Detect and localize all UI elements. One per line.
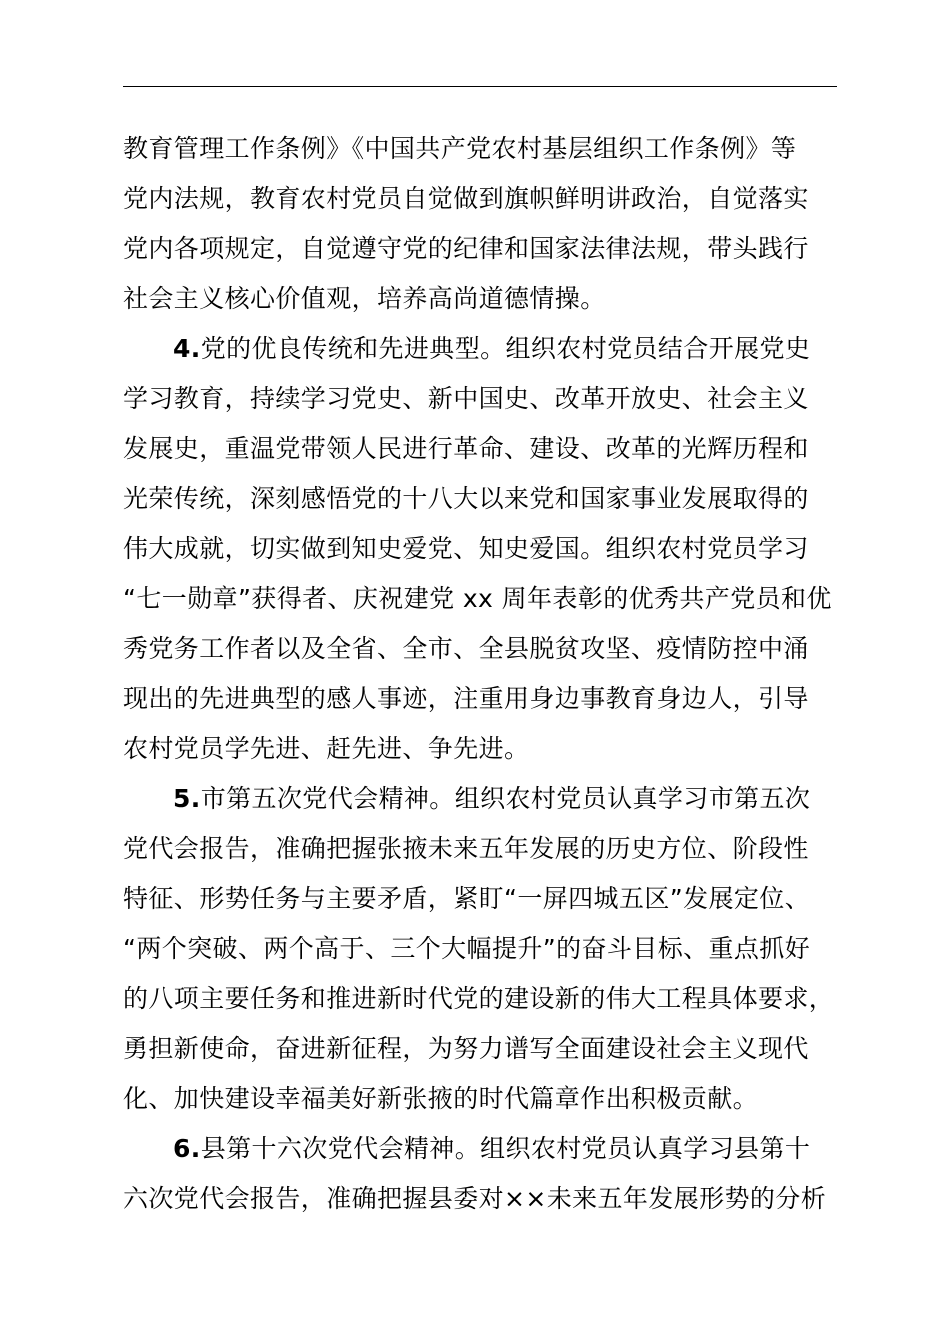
- text-line: 伟大成就，切实做到知史爱党、知史爱国。组织农村党员学习: [123, 534, 809, 563]
- text-line: 农村党员学先进、赶先进、争先进。: [123, 734, 530, 763]
- text-line: 社会主义核心价值观，培养高尚道德情操。: [123, 284, 606, 313]
- text-line: 特征、形势任务与主要矛盾，紧盯“一屏四城五区”发展定位、: [123, 884, 811, 913]
- text-line: 六次党代会报告，准确把握县委对××未来五年发展形势的分析: [123, 1184, 827, 1213]
- text-line: 光荣传统，深刻感悟党的十八大以来党和国家事业发展取得的: [123, 484, 809, 513]
- item-number-5: 5.: [173, 784, 201, 813]
- text-line: 学习教育，持续学习党史、新中国史、改革开放史、社会主义: [123, 384, 809, 413]
- text-line: “两个突破、两个高于、三个大幅提升”的奋斗目标、重点抓好: [123, 934, 811, 963]
- text-line: 党内法规，教育农村党员自觉做到旗帜鲜明讲政治，自觉落实: [123, 184, 809, 213]
- paragraph-4-first-line: [173, 324, 810, 374]
- text-line: 化、加快建设幸福美好新张掖的时代篇章作出积极贡献。: [123, 1084, 759, 1113]
- text-line: 现出的先进典型的感人事迹，注重用身边事教育身边人，引导: [123, 684, 809, 713]
- item-number-4: 4.: [173, 334, 201, 363]
- item-number-6: 6.: [173, 1134, 201, 1163]
- text-line: 的八项主要任务和推进新时代党的建设新的伟大工程具体要求，: [123, 984, 835, 1013]
- text-line: 发展史，重温党带领人民进行革命、建设、改革的光辉历程和: [123, 434, 809, 463]
- text-line: 党代会报告，准确把握张掖未来五年发展的历史方位、阶段性: [123, 834, 809, 863]
- text-line: 勇担新使命，奋进新征程，为努力谱写全面建设社会主义现代: [123, 1034, 809, 1063]
- text-line: 秀党务工作者以及全省、全市、全县脱贫攻坚、疫情防控中涌: [123, 634, 809, 663]
- paragraph-6-first-line: [173, 1124, 810, 1174]
- text-line: 党的优良传统和先进典型。组织农村党员结合开展党史: [200, 334, 811, 363]
- text-line: 教育管理工作条例》《中国共产党农村基层组织工作条例》等: [123, 134, 797, 163]
- text-line: 党内各项规定，自觉遵守党的纪律和国家法律法规，带头践行: [123, 234, 809, 263]
- paragraph-5-first-line: [173, 774, 810, 824]
- text-line: 市第五次党代会精神。组织农村党员认真学习市第五次: [200, 784, 811, 813]
- text-line: “七一勋章”获得者、庆祝建党 xx 周年表彰的优秀共产党员和优: [123, 584, 832, 613]
- header-rule: [123, 86, 837, 87]
- text-line: 县第十六次党代会精神。组织农村党员认真学习县第十: [200, 1134, 811, 1163]
